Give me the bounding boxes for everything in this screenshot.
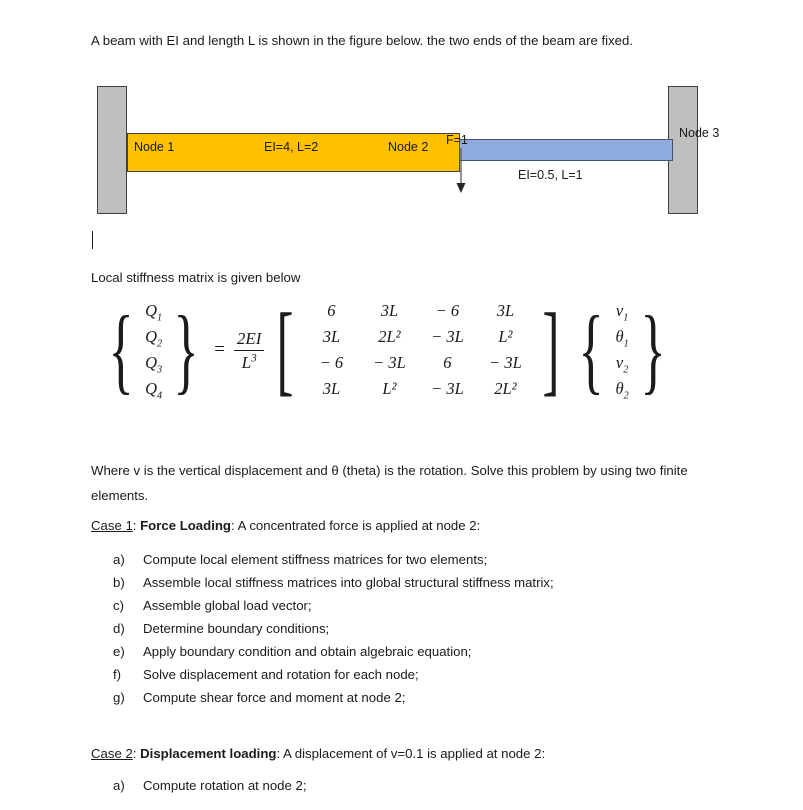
list-item-text: Assemble local stiffness matrices into global structural stiffness matrix;: [143, 575, 554, 590]
matrix-row: [304, 376, 532, 402]
force-label: F=1: [446, 133, 468, 147]
matrix-row: [304, 324, 532, 350]
case-2-task-list: [113, 774, 307, 797]
list-item: [113, 640, 554, 663]
matrix-cell: 6: [327, 301, 336, 320]
list-item-text: Solve displacement and rotation for each node;: [143, 667, 419, 682]
list-item: [113, 617, 554, 640]
list-item: [113, 594, 554, 617]
element-2-properties-label: EI=0.5, L=1: [518, 168, 583, 182]
downward-force-arrow-icon: [452, 148, 470, 194]
case-2-heading: [91, 741, 545, 766]
list-item: [113, 548, 554, 571]
list-marker: f): [113, 667, 122, 682]
displacement-vector-cell: $v_2$: [615, 353, 629, 376]
fraction-denominator: $L^3$: [234, 350, 265, 373]
case-2-description: : A displacement of v=0.1 is applied at node 2:: [276, 746, 546, 761]
displacement-vector: [614, 298, 629, 402]
rhs-brace-open: {: [578, 295, 605, 403]
lhs-brace-close: }: [173, 295, 199, 403]
text-cursor-caret: [92, 231, 93, 249]
list-marker: a): [113, 778, 125, 793]
force-vector-cell: $Q_2$: [145, 327, 163, 350]
matrix-bracket-close: ]: [542, 293, 560, 407]
list-marker: c): [113, 598, 124, 613]
force-vector-cell: $Q_1$: [145, 301, 163, 324]
displacement-vector-cell: $\theta_1$: [615, 327, 629, 350]
intro-paragraph: A beam with EI and length L is shown in the figure below. the two ends of the beam are fixed.: [91, 33, 633, 48]
element-1-properties-label: EI=4, L=2: [264, 140, 319, 154]
node-3-label: Node 3: [679, 126, 720, 140]
matrix-cell: 2L²: [378, 327, 401, 346]
fixed-support-left: [97, 86, 127, 214]
list-item-text: Compute shear force and moment at node 2;: [143, 690, 406, 705]
variable-definition-paragraph: Where v is the vertical displacement and θ (theta) is the rotation. Solve this problem by using two finite elements.: [91, 463, 688, 503]
matrix-cell: 6: [443, 353, 452, 372]
matrix-cell: 2L²: [494, 379, 517, 398]
matrix-bracket-open: [: [276, 293, 294, 407]
list-marker: e): [113, 644, 125, 659]
beam-element-2: [459, 139, 673, 161]
fraction-numerator: 2EI: [236, 328, 262, 348]
node-2-label: Node 2: [388, 140, 429, 154]
stiffness-matrix-equation: [98, 293, 676, 407]
list-item-text: Compute local element stiffness matrices for two elements;: [143, 552, 488, 567]
matrix-cell: − 6: [435, 301, 460, 320]
list-item: [113, 686, 554, 709]
case-1-description: : A concentrated force is applied at node 2:: [230, 518, 481, 533]
list-marker: d): [113, 621, 125, 636]
list-item: [113, 774, 307, 797]
equals-sign: =: [214, 339, 225, 360]
matrix-cell: − 3L: [431, 379, 464, 398]
matrix-cell: 3L: [380, 301, 399, 320]
list-item: [113, 571, 554, 594]
list-item-text: Compute rotation at node 2;: [143, 778, 307, 793]
matrix-cell: 3L: [322, 379, 341, 398]
list-marker: a): [113, 552, 125, 567]
case-1-task-list: [113, 548, 554, 709]
stiffness-matrix: [302, 298, 534, 402]
list-item-text: Apply boundary condition and obtain algebraic equation;: [143, 644, 472, 659]
displacement-vector-cell: $\theta_2$: [615, 379, 629, 402]
list-item-text: Assemble global load vector;: [143, 598, 312, 613]
matrix-cell: − 3L: [373, 353, 406, 372]
beam-diagram: [0, 60, 803, 225]
case-1-separator: :: [132, 518, 141, 533]
case-1-title: Force Loading: [140, 518, 231, 533]
matrix-row: [304, 298, 532, 324]
case-2-title: Displacement loading: [140, 746, 277, 761]
matrix-cell: 3L: [496, 301, 515, 320]
list-item: [113, 663, 554, 686]
matrix-cell: − 3L: [431, 327, 464, 346]
local-stiffness-caption: Local stiffness matrix is given below: [91, 270, 301, 285]
case-2-separator: :: [132, 746, 141, 761]
node-1-label: Node 1: [134, 140, 175, 154]
matrix-cell: L²: [382, 379, 397, 398]
matrix-row: [304, 350, 532, 376]
case-2-prefix: Case 2: [91, 746, 133, 761]
list-item-text: Determine boundary conditions;: [143, 621, 330, 636]
list-marker: g): [113, 690, 125, 705]
case-1-prefix: Case 1: [91, 518, 133, 533]
force-vector-cell: $Q_4$: [145, 379, 163, 402]
force-vector-cell: $Q_3$: [145, 353, 163, 376]
matrix-cell: − 3L: [489, 353, 522, 372]
displacement-vector-cell: $v_1$: [615, 301, 629, 324]
stiffness-coefficient-fraction: [230, 328, 269, 373]
matrix-cell: 3L: [322, 327, 341, 346]
list-marker: b): [113, 575, 125, 590]
lhs-brace-open: {: [108, 295, 134, 403]
force-vector: [144, 298, 163, 402]
case-1-heading: [91, 513, 480, 538]
rhs-brace-close: }: [640, 295, 666, 403]
matrix-cell: L²: [498, 327, 513, 346]
matrix-cell: − 6: [319, 353, 344, 372]
